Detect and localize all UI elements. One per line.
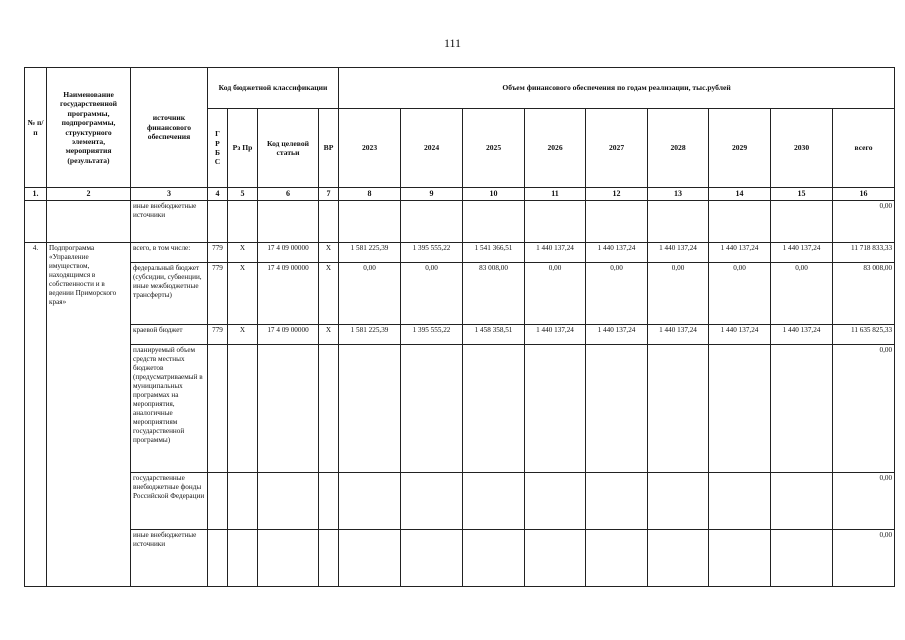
- target-code-cell: 17 4 09 00000: [258, 263, 319, 325]
- header-year: 2024: [401, 109, 463, 188]
- total-cell: 11 718 833,33: [833, 243, 895, 263]
- header-vr: ВР: [319, 109, 339, 188]
- column-number-row: [25, 188, 895, 201]
- header-target-code: Код целевой статьи: [258, 109, 319, 188]
- grbs-letter: Р: [215, 138, 220, 148]
- rzpr-cell: Х: [228, 325, 258, 345]
- value-cell: 1 440 137,24: [709, 243, 771, 263]
- table-row: [25, 530, 895, 587]
- value-cell: 1 440 137,24: [771, 325, 833, 345]
- table-row: [25, 325, 895, 345]
- header-row-1: [25, 68, 895, 109]
- table-row: [25, 473, 895, 530]
- total-cell: 11 635 825,33: [833, 325, 895, 345]
- value-cell: 1 458 358,51: [463, 325, 525, 345]
- budget-table: [24, 67, 895, 587]
- source-cell: планируемый объем средств местных бюджетов (предусматриваемый в муниципальных программах на мероприятия, аналогичные мероприятиям государственной программы): [131, 345, 208, 473]
- rzpr-cell: Х: [228, 263, 258, 325]
- grbs-letter: Г: [215, 129, 220, 139]
- header-year: 2026: [525, 109, 586, 188]
- target-code-cell: 17 4 09 00000: [258, 243, 319, 263]
- value-cell: 0,00: [401, 263, 463, 325]
- header-name: Наименование государственной программы, подпрограммы, структурного элемента, мероприятия (результата): [47, 68, 131, 188]
- value-cell: 1 395 555,22: [401, 325, 463, 345]
- value-cell: 83 008,00: [463, 263, 525, 325]
- table-row: [25, 243, 895, 263]
- grbs-cell: 779: [208, 263, 228, 325]
- vr-cell: Х: [319, 325, 339, 345]
- header-num: № п/п: [25, 68, 47, 188]
- value-cell: 1 581 225,39: [339, 325, 401, 345]
- source-cell: всего, в том числе:: [131, 243, 208, 263]
- table-row: [25, 345, 895, 473]
- rzpr-cell: Х: [228, 243, 258, 263]
- grbs-cell: 779: [208, 243, 228, 263]
- header-year: 2029: [709, 109, 771, 188]
- value-cell: 0,00: [525, 263, 586, 325]
- total-cell: 0,00: [833, 473, 895, 530]
- column-number: 8: [339, 188, 401, 201]
- vr-cell: Х: [319, 243, 339, 263]
- column-number: 11: [525, 188, 586, 201]
- header-total: всего: [833, 109, 895, 188]
- header-budget-classification: Код бюджетной классификации: [208, 68, 339, 109]
- value-cell: 0,00: [648, 263, 709, 325]
- header-year: 2028: [648, 109, 709, 188]
- column-number: 3: [131, 188, 208, 201]
- header-year: 2027: [586, 109, 648, 188]
- column-number: 15: [771, 188, 833, 201]
- page-number: 111: [443, 36, 462, 50]
- header-funding: Объем финансового обеспечения по годам реализации, тыс.рублей: [339, 68, 895, 109]
- column-number: 16: [833, 188, 895, 201]
- value-cell: 1 440 137,24: [709, 325, 771, 345]
- header-rzpr: Рз Пр: [228, 109, 258, 188]
- column-number: 4: [208, 188, 228, 201]
- total-cell: 0,00: [833, 201, 895, 243]
- column-number: 1.: [25, 188, 47, 201]
- value-cell: 1 440 137,24: [586, 243, 648, 263]
- program-name: Подпрограмма «Управление имуществом, находящимся в собственности и в ведении Приморского края»: [47, 243, 131, 587]
- value-cell: 1 581 225,39: [339, 243, 401, 263]
- column-number: 13: [648, 188, 709, 201]
- grbs-letter: Б: [214, 148, 221, 157]
- source-cell: иные внебюджетные источники: [131, 201, 208, 243]
- source-cell: государственные внебюджетные фонды Российской Федерации: [131, 473, 208, 530]
- source-cell: краевой бюджет: [131, 325, 208, 345]
- total-cell: 0,00: [833, 345, 895, 473]
- value-cell: 0,00: [771, 263, 833, 325]
- header-year: 2025: [463, 109, 525, 188]
- table-row: [25, 263, 895, 325]
- value-cell: 0,00: [586, 263, 648, 325]
- value-cell: 1 440 137,24: [525, 325, 586, 345]
- column-number: 10: [463, 188, 525, 201]
- header-year: 2030: [771, 109, 833, 188]
- target-code-cell: 17 4 09 00000: [258, 325, 319, 345]
- column-number: 7: [319, 188, 339, 201]
- header-year: 2023: [339, 109, 401, 188]
- table-row: [25, 201, 895, 243]
- column-number: 14: [709, 188, 771, 201]
- value-cell: 1 440 137,24: [525, 243, 586, 263]
- value-cell: 1 541 366,51: [463, 243, 525, 263]
- value-cell: 0,00: [339, 263, 401, 325]
- column-number: 5: [228, 188, 258, 201]
- vr-cell: Х: [319, 263, 339, 325]
- total-cell: 83 008,00: [833, 263, 895, 325]
- value-cell: 0,00: [709, 263, 771, 325]
- source-cell: иные внебюджетные источники: [131, 530, 208, 587]
- total-cell: 0,00: [833, 530, 895, 587]
- grbs-cell: 779: [208, 325, 228, 345]
- value-cell: 1 440 137,24: [771, 243, 833, 263]
- column-number: 9: [401, 188, 463, 201]
- source-cell: федеральный бюджет (субсидии, субвенции, иные межбюджетные трансферты): [131, 263, 208, 325]
- value-cell: 1 440 137,24: [648, 243, 709, 263]
- column-number: 2: [47, 188, 131, 201]
- grbs-letter: С: [214, 157, 221, 167]
- program-number: 4.: [25, 243, 47, 587]
- value-cell: 1 440 137,24: [648, 325, 709, 345]
- column-number: 6: [258, 188, 319, 201]
- value-cell: 1 395 555,22: [401, 243, 463, 263]
- column-number: 12: [586, 188, 648, 201]
- value-cell: 1 440 137,24: [586, 325, 648, 345]
- header-grbs: [208, 109, 228, 188]
- header-source: источник финансового обеспечения: [131, 68, 208, 188]
